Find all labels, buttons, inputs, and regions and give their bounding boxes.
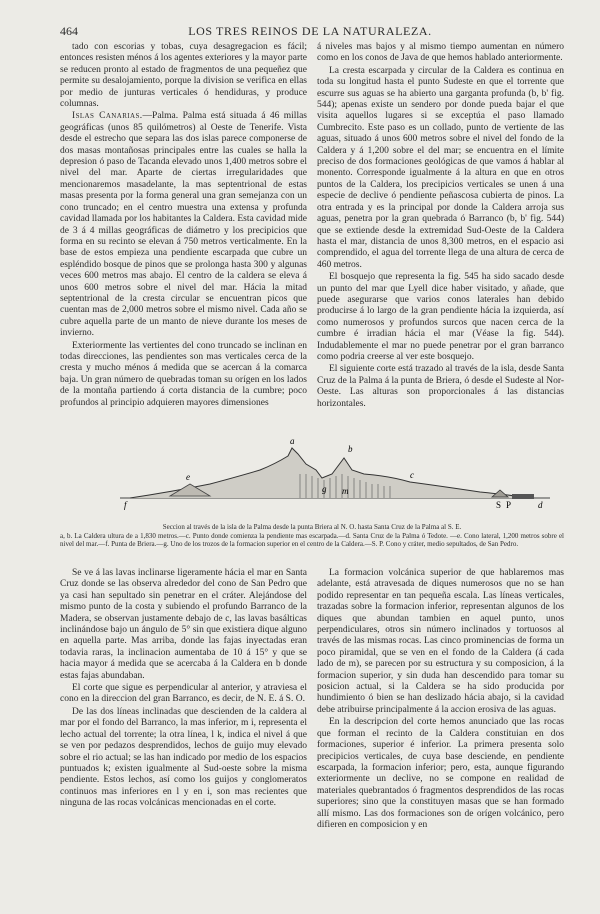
paragraph: á niveles mas bajos y al mismo tiempo aumentan en número como en los conos de Java de que hemos hablado anteriormente. bbox=[317, 42, 564, 64]
paragraph: Exteriormente las vertientes del cono truncado se inclinan en todas direcciones, las pendientes son mas verticales cerca de la cresta y mucho ménos á medida que se acercan á la comarca baja. Un gran número de quebradas toman su orígen en los lados de la montaña partiendo á corta distancia de la cumbre; poco profundos al principio adquieren mayores dimensiones bbox=[60, 340, 307, 408]
paragraph-text: —Palma. Palma está situada á 46 millas geográficas (unos 85 quilómetros) al Oeste de Tenerife. Vista desde el estrecho que separa las dos islas parece componerse de dos masas montañosas principales entre las cuales se halla la depresion ó paso de Tacanda elevado unos 1,400 metros sobre el nivel del mar. Aparte de ciertas irregularidades que mencionaremos masadelante, la mas septentrional de estas masas presenta por la forma general una gran semejanza con un cono truncado; en el centro muestra una extensa y profunda cavidad llamada por los habitantes la Caldera. Esta cavidad mide de 3 á 4 millas geográficas de diámetro y los precipicios que forma en su recinto se elevan á 750 metros verticalmente. En la base de estos empieza una pendiente escarpada que cubre un espléndido bosque de pinos que se prolonga hasta 300 y algunas veces 600 metros mas abajo. El centro de la caldera se eleva á unos 600 metros sobre el nivel del mar. Hácia la mitad septentrional de la cresta circular se encuentran picos que cuentan mas de 2,000 metros sobre el mismo nivel. Cada año se cubre aquella parte de un manto de nieve durante los meses de invierno. bbox=[60, 111, 308, 339]
column-top-left bbox=[60, 42, 307, 410]
paragraph: El corte que sigue es perpendicular al anterior, y atraviesa el cono en la direccion del gran Barranco, es decir, de N. E. á S. O. bbox=[60, 683, 307, 705]
caption-legend: a, b. La Caldera ultura de a 1,830 metros.—c. Punto donde comienza la pendiente mas escarpada.—d. Santa Cruz de la Palma ó Tedote. —e. Cono lateral, 1,200 metros sobre el nivel del mar.—f. Punta de Briera.—g. Uno de los trozos de la formacion superior en el centro de la Caldera.—S. P. Cono y cráter, medio sepultados, de San Pedro. bbox=[60, 531, 564, 549]
cross-section-drawing bbox=[60, 434, 564, 520]
paragraph bbox=[60, 111, 307, 339]
paragraph: La formacion volcánica superior de que hablaremos mas adelante, está atravesada de diques numerosos que no se han podido representar en tan pequeña escala. Las líneas verticales, trazadas sobre la formacion inferior, representan algunos de los diques que abundan tambien en aquel punto, unos perpendiculares, otros sin número inclinados y tortuosos al través de las mismas rocas. Las cinco prominencias de forma un poco piramidal, que se ven en el fondo de la Caldera (á cada lado de m), se parecen por su estructura y su composicion, á la formacion superior, y sin duda han descendido para tomar su posicion actual, si la Caldera se ha sido producida por hundimiento ó bien se han deslizado hácia abajo, si la cavidad debe atribuirse principalmente á la accion erosiva de las aguas. bbox=[317, 568, 564, 715]
label-m: m bbox=[342, 486, 349, 496]
caption-title: Seccion al través de la isla de la Palma desde la punta Briera al N. O. hasta Santa Cruz de la Palma al S. E. bbox=[162, 523, 462, 531]
paragraph: El siguiente corte está trazado al través de la isla, desde Santa Cruz de la Palma á la punta de Briera, ó desde el Sudeste al Nor-Oeste. Las alturas son proporcionales á las distancias horizontales. bbox=[317, 364, 564, 409]
paragraph: De las dos líneas inclinadas que descienden de la caldera al mar por el fondo del Barranco, la mas inferior, m i, representa el lecho actual del torrente; la otra línea, l k, indica el nivel á que se ven por pedazos desprendidos, lechos de guijo muy elevado sobre el rio actual; se las han indicado por medio de los espacios puntuados k; existen igualmente al Sud-oeste sobre la misma pendiente. Estos lechos, así como los guijos y conglomeratos continuos mas inferiores en l y en i, son mas recientes que ninguna de las rocas volcánicas mencionadas en el corte. bbox=[60, 706, 307, 809]
label-a: a bbox=[290, 436, 295, 446]
label-c: c bbox=[410, 470, 414, 480]
figure-caption bbox=[60, 523, 564, 549]
label-d: d bbox=[538, 500, 543, 510]
column-bottom-right bbox=[317, 568, 564, 832]
cross-section-figure bbox=[60, 434, 564, 520]
paragraph: El bosquejo que representa la fig. 545 ha sido sacado desde un punto del mar que Lyell dice haber visitado, y añade, que puede asegurarse que varios conos laterales han debido producirse á lo largo de la gran pendiente hácia la izquierda, así como numerosos y profundos surcos que nacen cerca de la cumbre é irradian hácia el mar (Véase la fig. 544). Indudablemente el mar no puede penetrar por el gran barranco como podria creerse al ver este bosquejo. bbox=[317, 272, 564, 362]
label-e: e bbox=[186, 472, 190, 482]
label-p: P bbox=[506, 500, 512, 510]
running-title: LOS TRES REINOS DE LA NATURALEZA. bbox=[188, 23, 432, 38]
coastal-lava bbox=[512, 494, 534, 499]
column-bottom-left bbox=[60, 568, 307, 811]
label-s: S bbox=[496, 500, 502, 510]
paragraph: tado con escorias y tobas, cuya desagregacion es fácil; entonces resisten ménos á los agentes exteriores y la mayor parte se reducen pronto al estado de fragmentos de una pequeñez que permite su desalojamiento, porque la division se verifica en ellas por medio de junturas verticales ó hendiduras, y produce columnas. bbox=[60, 42, 307, 110]
label-f: f bbox=[124, 500, 127, 510]
label-g: g bbox=[322, 484, 327, 494]
column-top-right bbox=[317, 42, 564, 411]
page-number: 464 bbox=[60, 23, 78, 38]
label-b: b bbox=[348, 444, 353, 454]
page-header bbox=[60, 24, 560, 38]
paragraph: La cresta escarpada y circular de la Caldera es continua en toda su longitud hasta el punto Sudeste en que el torrente que escurre sus aguas se ha abierto una garganta profunda (b, b' fig. 544); apenas existe un sendero por donde pueda bajar el que visita aquellos lugares si se exceptúa el paso llamado Cumbrecito. Este paso es un collado, punto de vertiente de las aguas, situado á unos 600 metros sobre el nivel del fondo de la Caldera y á 1,200 sobre el del mar; se encuentra en el límite preciso de dos formaciones geológicas de que vamos á hablar al monento. Corresponde igualmente á la altura en que en otros puntos de la Caldera, los precipicios verticales se unen á una especie de declive ó pendiente peñascosa cubierta de pinos. La otra entrada y es la principal por donde la Caldera arroja sus aguas, penetra por la gran quebrada ó Barranco (b, b' fig. 544) que se extiende desde la extremidad Sud-Oeste de la Caldera hasta el mar, distancia de unos 8,300 metros, en el espacio asi comprendido, el agua del torrente llega de una altura de cerca de 460 metros. bbox=[317, 65, 564, 270]
paragraph: Se ve á las lavas inclinarse ligeramente hácia el mar en Santa Cruz donde se las observa alrededor del cono de San Pedro que ya casi han sepultado sin penetrar en el cráter. Alejándose del mismo punto de la costa y subiendo el profundo Barranco de la Madera, se observan justamente debajo de c, las lavas basálticas inclinándose bajo un ángulo de 5° sin que existiera dique alguno en aquella parte. Mas arriba, donde las fajas inyectadas eran todavia raras, la inclinacion aumentaba de 10 á 15° y que se hacia mayor á medida que se acercaba á la Caldera en b donde estas fajas abundaban. bbox=[60, 568, 307, 681]
paragraph: En la descripcion del corte hemos anunciado que las rocas que forman el recinto de la Caldera constituian en dos formaciones, superior é inferior. La primera presenta solo precipicios verticales, de cuya base desciende, en pendiente escarpada, la formacion inferior; pero, esta, aunque figurando exteriormente un declive, no se compone en realidad de materiales quebrantados ó fragmentos desprendidos de las rocas superiores; sino que la constituyen masas que se han formado allí mismo. Las dos formaciones son de orígen volcánico, pero difieren en composicion y en bbox=[317, 717, 564, 830]
section-heading: Islas Canarias. bbox=[72, 111, 143, 122]
